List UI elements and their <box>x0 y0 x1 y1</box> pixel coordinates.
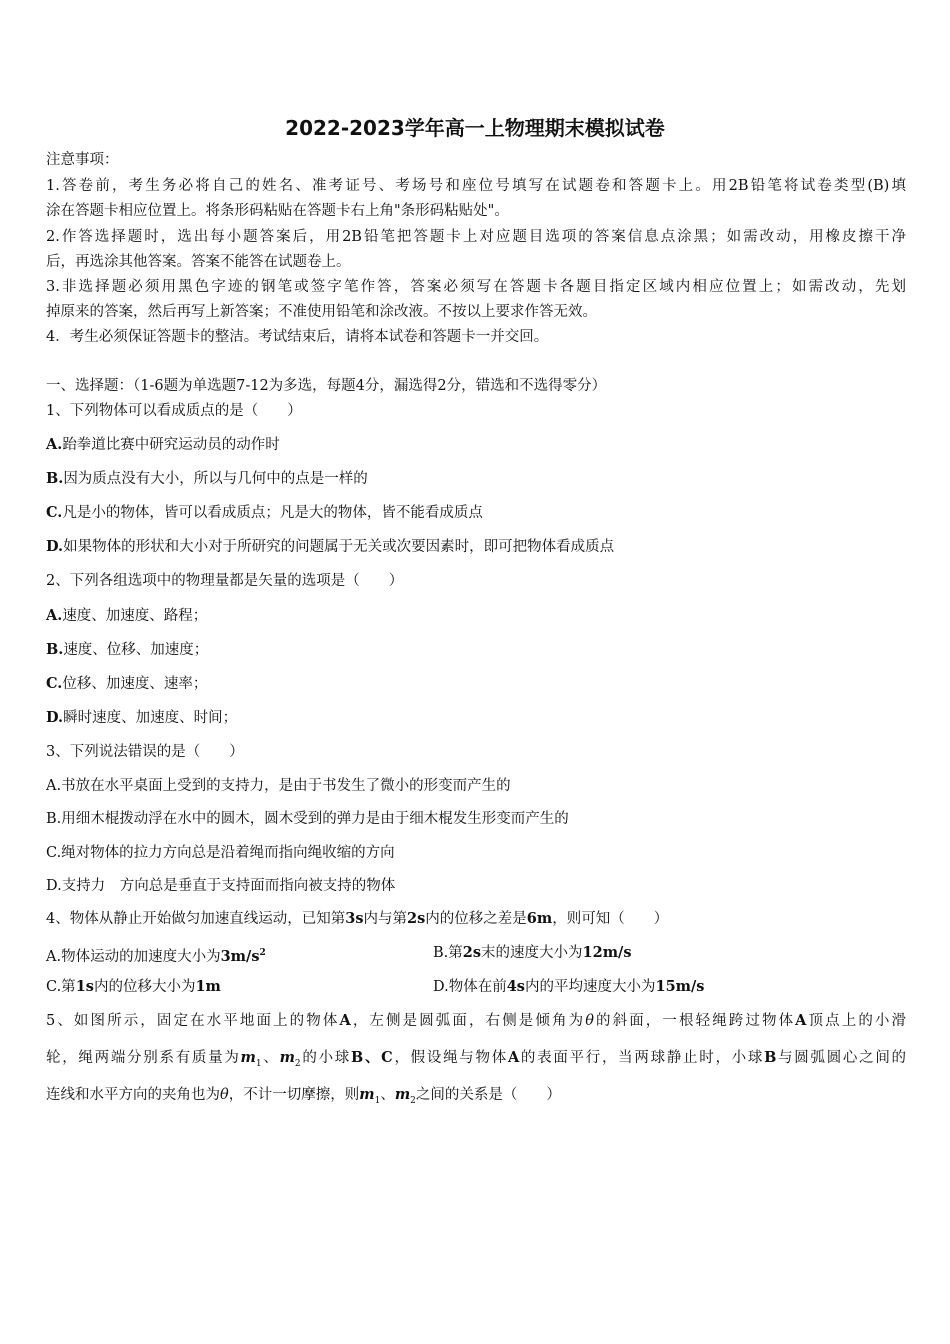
notice-heading: 注意事项： <box>46 152 119 168</box>
stem-text: 轮，绳两端分别系有质量为 <box>46 1050 241 1066</box>
option-label: D. <box>46 709 64 726</box>
option-value: 4s <box>506 978 525 995</box>
option-text: 凡是小的物体，皆可以看成质点；凡是大的物体，皆不能看成质点 <box>62 505 483 521</box>
symbol-a: A <box>795 1012 807 1029</box>
question-3-option-b: B.用细木棍拨动浮在水中的圆木，圆木受到的弹力是由于细木棍发生形变而产生的 <box>46 811 569 827</box>
question-2-option-a <box>46 606 207 626</box>
question-4-stem <box>46 909 668 929</box>
symbol-b: B <box>764 1049 777 1066</box>
question-4-option-b <box>433 943 632 963</box>
notice-item-1-cont: 涂在答题卡相应位置上。将条形码粘贴在答题卡右上角"条形码粘贴处"。 <box>46 203 509 219</box>
subscript-1: 1 <box>255 1058 262 1069</box>
symbol-a: A <box>507 1049 520 1066</box>
question-3-option-a: A.书放在水平桌面上受到的支持力，是由于书发生了微小的形变而产生的 <box>46 778 511 794</box>
option-value: 12m/s <box>582 944 632 961</box>
option-label: B. <box>46 641 64 658</box>
option-text: 如果物体的形状和大小对于所研究的问题属于无关或次要因素时，即可把物体看成质点 <box>63 539 615 555</box>
question-2-option-b <box>46 640 208 660</box>
stem-text: 顶点上的小滑 <box>806 1013 907 1029</box>
separator: 、 <box>380 1087 395 1103</box>
notice-item-3-cont: 掉原来的答案，然后再写上新答案；不准使用铅笔和涂改液。不按以上要求作答无效。 <box>46 304 597 320</box>
option-value: 2s <box>462 944 482 961</box>
option-value: 1m <box>195 978 221 995</box>
symbol-m: m <box>279 1049 295 1066</box>
stem-text: 的表面平行，当两球静止时，小球 <box>519 1050 765 1066</box>
question-4-option-d <box>433 977 704 997</box>
option-text: 速度、加速度、路程； <box>62 608 208 624</box>
option-value: 3m/s <box>220 947 260 965</box>
question-1-option-b <box>46 469 368 489</box>
stem-text: 5、如图所示，固定在水平地面上的物体 <box>46 1013 340 1029</box>
symbol-a: A <box>339 1012 351 1029</box>
stem-text: 连线和水平方向的夹角也为 <box>46 1087 220 1103</box>
option-text: C.第 <box>46 979 76 995</box>
option-text: D.物体在前 <box>433 979 507 995</box>
option-superscript: 2 <box>259 948 266 958</box>
option-value: 15m/s <box>655 978 705 995</box>
option-text: 跆拳道比赛中研究运动员的动作时 <box>62 437 280 453</box>
question-3-option-d: D.支持力 方向总是垂直于支持面而指向被支持的物体 <box>46 878 396 894</box>
question-1-stem: 1、下列物体可以看成质点的是（ ） <box>46 403 302 419</box>
question-3-option-c: C.绳对物体的拉力方向总是沿着绳而指向绳收缩的方向 <box>46 845 395 861</box>
stem-text: 4、物体从静止开始做匀加速直线运动，已知第 <box>46 911 346 927</box>
question-1-option-c <box>46 503 483 523</box>
option-value: 1s <box>75 978 94 995</box>
question-2-stem: 2、下列各组选项中的物理量都是矢量的选项是（ ） <box>46 573 404 589</box>
option-label: A. <box>46 607 63 624</box>
stem-text: 的斜面，一根轻绳跨过物体 <box>593 1013 796 1029</box>
separator: 、 <box>261 1050 280 1066</box>
option-label: C. <box>46 504 63 521</box>
notice-item-1: 1.答卷前，考生务必将自己的姓名、准考证号、考场号和座位号填写在试题卷和答题卡上。用2B铅笔将试卷类型(B)填 <box>46 178 906 194</box>
option-text: B.第 <box>433 945 463 961</box>
stem-text: 与圆弧圆心之间的 <box>776 1050 907 1066</box>
symbol-theta: θ <box>220 1087 229 1103</box>
option-text: 位移、加速度、速率； <box>62 676 208 692</box>
option-label: A. <box>46 436 63 453</box>
option-label: C. <box>46 675 63 692</box>
stem-value: 3s <box>345 910 364 927</box>
option-text: 速度、位移、加速度； <box>63 642 209 658</box>
option-text: 内的平均速度大小为 <box>524 979 656 995</box>
question-2-option-c <box>46 674 207 694</box>
subscript-2: 2 <box>294 1058 301 1069</box>
notice-item-3: 3.非选择题必须用黑色字迹的钢笔或签字笔作答，答案必须写在答题卡各题目指定区域内相应位置上；如需改动，先划 <box>46 279 906 295</box>
question-2-option-d <box>46 708 237 728</box>
stem-text: 内与第 <box>363 911 407 927</box>
option-text: 瞬时速度、加速度、时间； <box>63 710 238 726</box>
notice-item-4: 4．考生必须保证答题卡的整洁。考试结束后，请将本试卷和答题卡一并交回。 <box>46 329 549 345</box>
symbol-m: m <box>394 1086 411 1103</box>
question-1-option-d <box>46 537 614 557</box>
subscript-1: 1 <box>374 1095 381 1106</box>
notice-item-2-cont: 后，再选涂其他答案。答案不能答在试题卷上。 <box>46 254 351 270</box>
stem-text: 内的位移之差是 <box>425 911 527 927</box>
question-4-option-a <box>46 943 266 967</box>
notice-item-2: 2.作答选择题时，选出每小题答案后，用2B铅笔把答题卡上对应题目选项的答案信息点涂黑；如需改动，用橡皮擦干净 <box>46 229 906 245</box>
question-1-option-a <box>46 435 280 455</box>
option-label: D. <box>46 538 64 555</box>
question-5-line-3 <box>46 1085 561 1111</box>
option-text: A.物体运动的加速度大小为 <box>46 948 221 965</box>
stem-value: 2s <box>407 910 426 927</box>
symbol-theta: θ <box>585 1013 594 1029</box>
option-text: 因为质点没有大小，所以与几何中的点是一样的 <box>63 471 368 487</box>
question-4-option-c <box>46 977 221 997</box>
stem-text: ，不计一切摩擦，则 <box>228 1087 360 1103</box>
stem-text: ，假设绳与物体 <box>392 1050 508 1066</box>
section-heading: 一、选择题：（1-6题为单选题7-12为多选，每题4分，漏选得2分，错选和不选得零分） <box>46 378 607 394</box>
option-text: 内的位移大小为 <box>93 979 196 995</box>
option-text: 末的速度大小为 <box>481 945 583 961</box>
stem-text: ，左侧是圆弧面，右侧是倾角为 <box>350 1013 586 1029</box>
page-title: 2022-2023学年高一上物理期末模拟试卷 <box>285 116 665 140</box>
subscript-2: 2 <box>410 1095 416 1106</box>
stem-text: 之间的关系是（ ） <box>415 1087 561 1103</box>
symbol-m: m <box>240 1049 256 1066</box>
stem-value: 6m <box>526 910 553 927</box>
question-3-stem: 3、下列说法错误的是（ ） <box>46 744 244 760</box>
symbol-bc: B、C <box>351 1049 393 1066</box>
question-5-line-2 <box>46 1048 906 1074</box>
option-label: B. <box>46 470 64 487</box>
stem-text: ，则可知（ ） <box>552 911 669 927</box>
question-5-line-1 <box>46 1011 906 1031</box>
stem-text: 的小球 <box>300 1050 351 1066</box>
symbol-m: m <box>359 1086 375 1103</box>
